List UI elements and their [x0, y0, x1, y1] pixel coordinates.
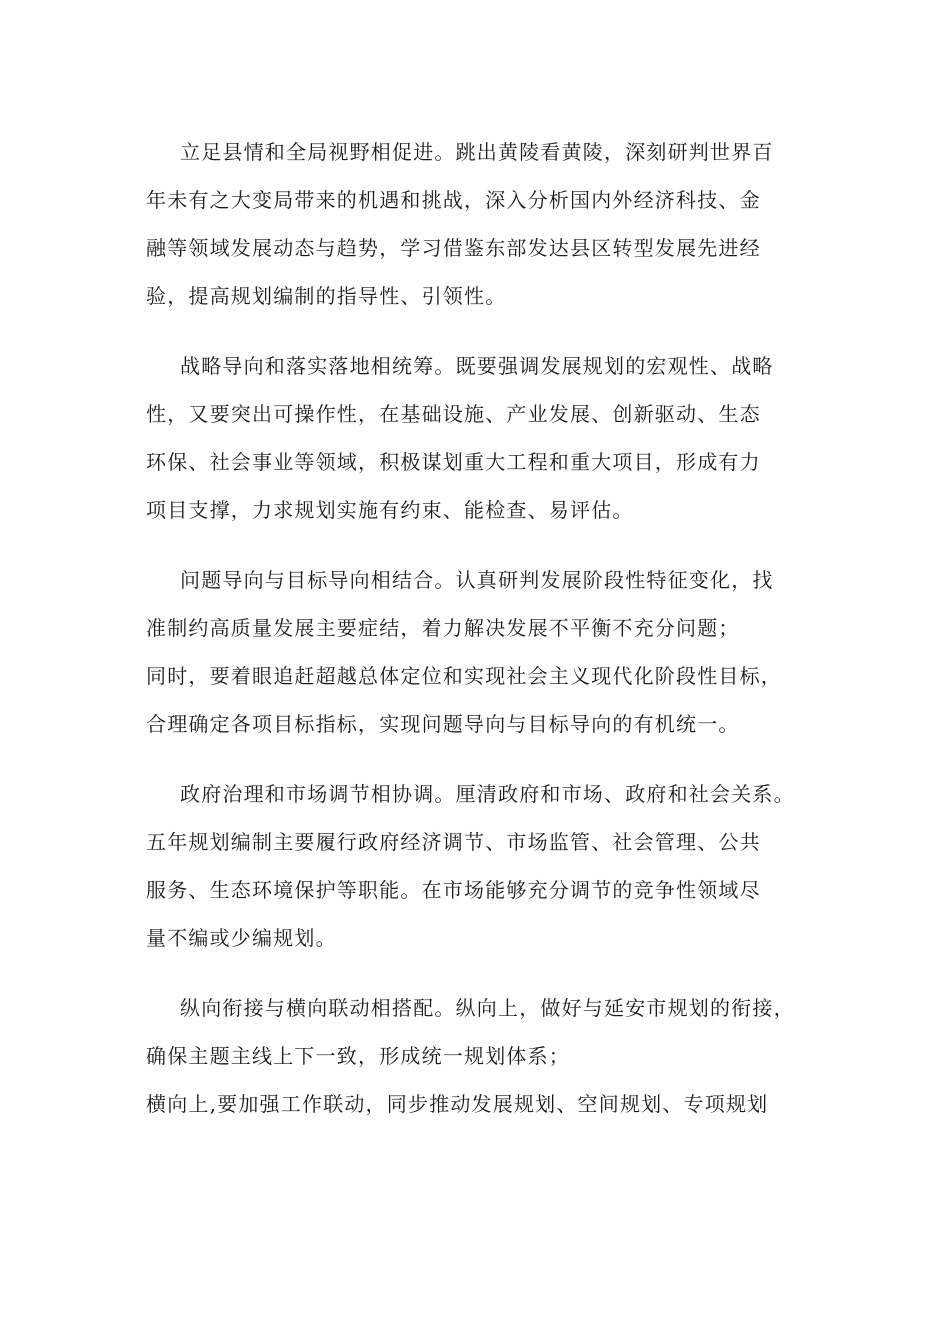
paragraph-1-line-4: 验，提高规划编制的指导性、引领性。 — [146, 284, 507, 308]
paragraph-1-line-2: 年未有之大变局带来的机遇和挑战，深入分析国内外经济科技、金 — [146, 188, 761, 212]
paragraph-4-line-3: 服务、生态环境保护等职能。在市场能够充分调节的竞争性领域尽 — [146, 878, 761, 902]
paragraph-2-line-1: 战略导向和落实落地相统筹。既要强调发展规划的宏观性、战略 — [180, 354, 774, 378]
paragraph-3-line-1: 问题导向与目标导向相结合。认真研判发展阶段性特征变化，找 — [180, 568, 774, 592]
paragraph-1-line-3: 融等领域发展动态与趋势，学习借鉴东部发达县区转型发展先进经 — [146, 236, 761, 260]
paragraph-2-line-3: 环保、社会事业等领域，积极谋划重大工程和重大项目，形成有力 — [146, 450, 761, 474]
paragraph-2-line-2: 性，又要突出可操作性，在基础设施、产业发展、创新驱动、生态 — [146, 402, 761, 426]
paragraph-3-line-2: 准制约高质量发展主要症结，着力解决发展不平衡不充分问题； — [146, 616, 740, 640]
paragraph-3-line-4: 合理确定各项目标指标，实现问题导向与目标导向的有机统一。 — [146, 712, 740, 736]
paragraph-4-line-1: 政府治理和市场调节相协调。厘清政府和市场、政府和社会关系。 — [180, 782, 795, 806]
paragraph-5-line-2: 确保主题主线上下一致，形成统一规划体系； — [146, 1044, 570, 1068]
paragraph-5-line-3: 横向上,要加强工作联动，同步推动发展规划、空间规划、专项规划 — [146, 1092, 769, 1116]
paragraph-4-line-4: 量不编或少编规划。 — [146, 926, 337, 950]
paragraph-1-line-1: 立足县情和全局视野相促进。跳出黄陵看黄陵，深刻研判世界百 — [180, 140, 774, 164]
paragraph-3-line-3: 同时，要着眼追赶超越总体定位和实现社会主义现代化阶段性目标， — [146, 664, 782, 688]
paragraph-2-line-4: 项目支撑，力求规划实施有约束、能检查、易评估。 — [146, 498, 634, 522]
paragraph-5-line-1: 纵向衔接与横向联动相搭配。纵向上，做好与延安市规划的衔接， — [180, 996, 795, 1020]
paragraph-4-line-2: 五年规划编制主要履行政府经济调节、市场监管、社会管理、公共 — [146, 830, 761, 854]
